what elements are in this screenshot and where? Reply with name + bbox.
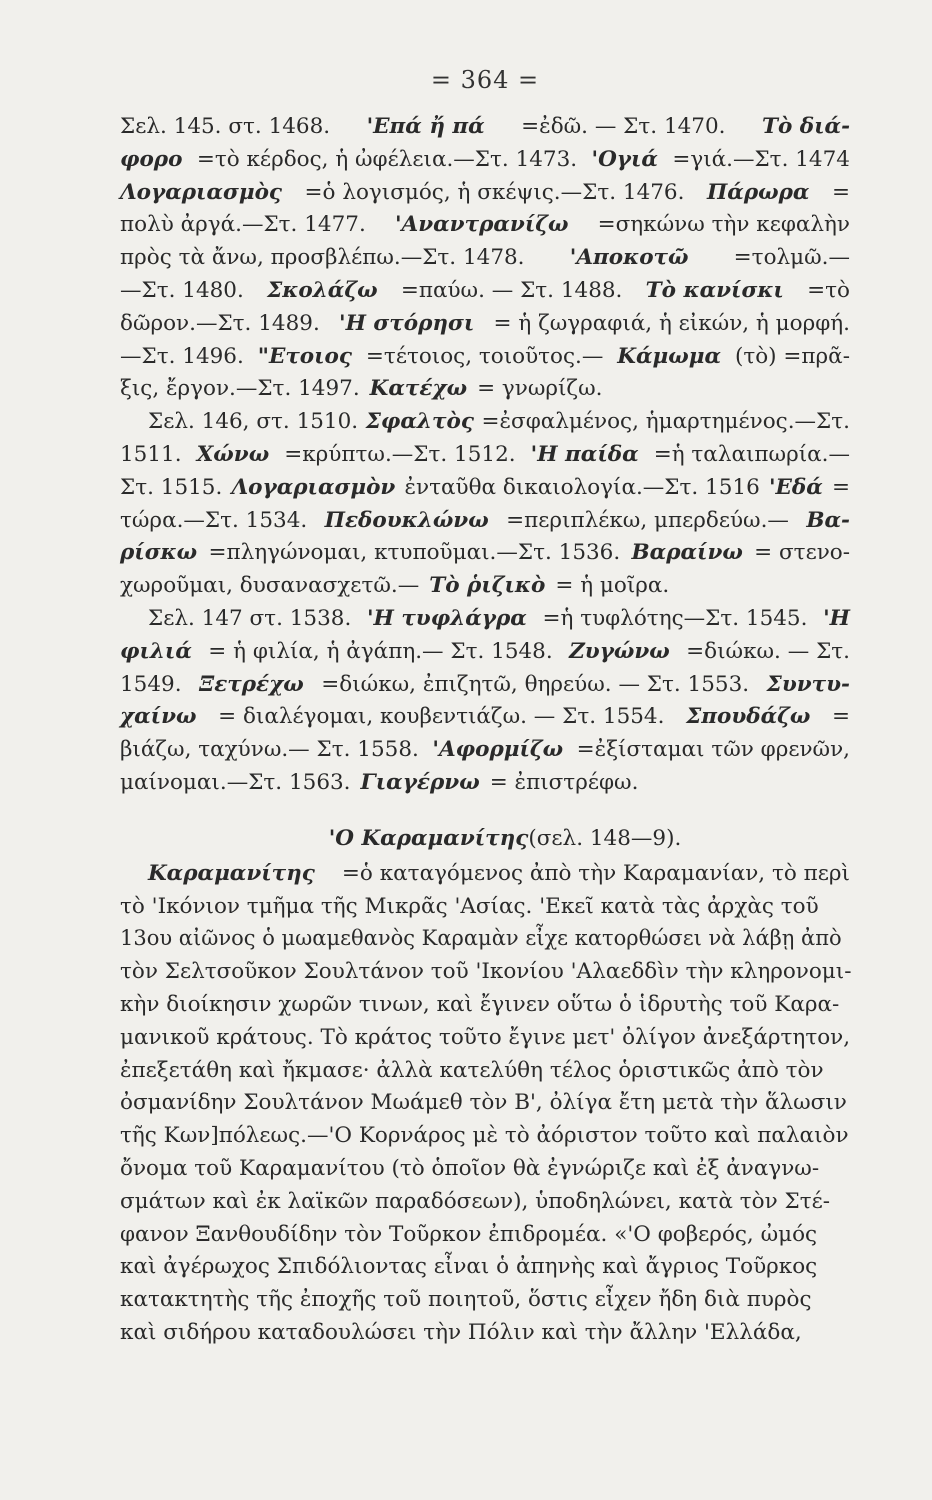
glossary-term: 'Επά ἤ πά [366,114,485,139]
text-segment: Σελ. 146, στ. 1510. [148,409,359,435]
text-segment: =ἐδῶ. — Στ. 1470. [521,114,726,139]
text-line [120,737,850,770]
glossary-term: 'Εδά [768,474,823,500]
text-line [120,1156,850,1189]
text-line [120,926,850,959]
text-segment: Σελ. 145. στ. 1468. [120,114,331,139]
book-page [120,60,850,1460]
text-line [120,1222,850,1255]
section-spacer [120,803,850,813]
text-segment: τῆς Κων]πόλεως.—'Ο Κορνάρος μὲ τὸ ἀόριστον τοῦτο καὶ παλαιὸν [120,1123,849,1149]
glossary-term: 'Αφορμίζω [432,737,564,763]
glossary-term: 'Αναντρανίζω [394,212,569,238]
text-line [120,894,850,927]
text-segment: = γνωρίζω. [477,376,603,402]
glossary-term: Ζυγώνω [569,638,670,664]
text-segment: καὶ ἀγέρωχος Σπιδόλιοντας εἶναι ὁ ἀπηνὴς καὶ ἄγριος Τοῦρκος [120,1254,818,1280]
glossary-section-2 [120,409,850,606]
text-segment: = ἐπιστρέφω. [489,769,639,795]
text-line [120,180,850,213]
text-segment: πολὺ ἀργά.—Στ. 1477. [120,212,366,238]
glossary-term: Σπουδάζω [686,704,811,730]
text-line [120,114,850,147]
text-segment: δῶρον.—Στ. 1489. [120,310,320,336]
text-line [120,770,850,803]
text-segment: χωροῦμαι, δυσανασχετῶ.— [120,573,420,599]
text-line [120,508,850,541]
glossary-term: Λογαριασμὸς [120,179,283,205]
text-segment: 1549. [120,671,182,697]
text-segment: σμάτων καὶ ἐκ λαϊκῶν παραδόσεων), ὑποδηλώνει, κατὰ τὸν Στέ- [120,1188,831,1214]
text-line [120,861,850,894]
commentary-paragraph [120,861,850,1353]
glossary-term: 'Η τυφλάγρα [366,605,527,631]
text-line [120,1320,850,1353]
text-line [120,409,850,442]
glossary-term: 'Ογιά [591,146,658,172]
text-segment: ὄνομα τοῦ Καραμανίτου (τὸ ὁποῖον θὰ ἐγνώριζε καὶ ἐξ ἀναγνω- [120,1155,820,1181]
text-segment: = [831,474,850,500]
text-segment: βιάζω, ταχύνω.— Στ. 1558. [120,737,419,763]
text-segment: μαίνομαι.—Στ. 1563. [120,769,351,795]
text-segment: =διώκω, ἐπιζητῶ, θηρεύω. — Στ. 1553. [321,671,750,697]
glossary-term: 'Η στόρησι [339,310,475,336]
text-line [120,1189,850,1222]
glossary-term: 'Η [823,605,850,631]
text-line [120,540,850,573]
glossary-term: "Ετοιος [257,343,352,369]
text-segment: καὶ σιδήρου καταδουλώσει τὴν Πόλιν καὶ τὴν ἄλλην 'Ελλάδα, [120,1319,802,1345]
text-segment: = [831,179,850,205]
text-segment: μανικοῦ κράτους. Τὸ κράτος τοῦτο ἔγινε μετ' ὀλίγον ἀνεξάρτητον, [120,1024,851,1050]
section-heading [120,813,850,851]
text-segment: Στ. 1515. [120,474,223,500]
text-segment: πρὸς τὰ ἄνω, προσβλέπω.—Στ. 1478. [120,245,525,271]
text-segment: =τέτοιος, τοιοῦτος.— [365,343,604,369]
text-segment: = διαλέγομαι, κουβεντιάζω. — Στ. 1554. [218,704,665,730]
text-segment: =τὸ κέρδος, ἡ ὠφέλεια.—Στ. 1473. [196,146,578,172]
heading-reference: (σελ. 148—9). [528,825,682,851]
text-line [120,475,850,508]
text-segment: ἐνταῦθα δικαιολογία.—Στ. 1516 [404,474,760,500]
text-segment: = ἡ μοῖρα. [555,573,670,599]
text-line [120,311,850,344]
text-segment: =κρύπτω.—Στ. 1512. [284,441,516,467]
glossary-term: Γιαγέρνω [360,769,480,795]
glossary-term: 'Αποκοτῶ [569,245,689,271]
text-line [120,1090,850,1123]
text-segment: =ἐξίσταμαι τῶν φρενῶν, [576,737,850,763]
glossary-term: ρίσκω [120,540,198,566]
text-segment: 1511. [120,441,182,467]
text-line [120,245,850,278]
text-segment: τὸν Σελτσοῦκον Σουλτάνον τοῦ 'Ικονίου 'Αλαεδδὶν τὴν κληρονομι- [120,959,852,985]
section-spacer [120,851,850,861]
text-line [120,1058,850,1091]
text-segment: =τολμῶ.— [733,245,850,271]
text-line [120,442,850,475]
glossary-term: Τὸ ῥιζικὸ [429,573,546,599]
text-segment: τώρα.—Στ. 1534. [120,507,308,533]
glossary-section-1 [120,114,850,409]
text-line [120,147,850,180]
glossary-term: Συντυ- [766,671,850,697]
text-segment: κατακτητὴς τῆς ἐποχῆς τοῦ ποιητοῦ, ὅστις εἶχεν ἤδη διὰ πυρὸς [120,1287,812,1313]
text-segment: τὸ 'Ικόνιον τμῆμα τῆς Μικρᾶς 'Ασίας. 'Εκεῖ κατὰ τὰς ἀρχὰς τοῦ [120,893,819,919]
text-line [120,573,850,606]
text-segment: =ἐσφαλμένος, ἡμαρτημένος.—Στ. [481,409,850,435]
text-segment: =σηκώνω τὴν κεφαλὴν [597,212,850,238]
text-segment: = [831,704,850,730]
glossary-term: Λογαριασμὸν [231,474,396,500]
text-segment: =ἡ ταλαιπωρία.— [653,441,850,467]
glossary-term: Χώνω [196,441,270,467]
glossary-term: χαίνω [120,704,197,730]
text-line [120,1025,850,1058]
text-segment: =τὸ [807,277,850,303]
text-segment: —Στ. 1480. [120,277,244,303]
text-segment: =ἡ τυφλότης—Στ. 1545. [542,605,808,631]
text-segment: =παύω. — Στ. 1488. [400,277,623,303]
glossary-term: Πεδουκλώνω [324,507,489,533]
glossary-term: φορο [120,146,183,172]
glossary-term: Κάμωμα [617,343,722,369]
text-segment: =ὁ λογισμός, ἡ σκέψις.—Στ. 1476. [304,179,685,205]
text-line [120,212,850,245]
glossary-term: Κατέχω [369,376,468,402]
text-segment: = ἡ φιλία, ἡ ἀγάπη.— Στ. 1548. [208,638,553,664]
glossary-term: Σκολάζω [267,277,378,303]
glossary-term: Ξετρέχω [199,671,304,697]
glossary-term: Βαραίνω [631,540,743,566]
text-segment: =διώκω. — Στ. [686,638,850,664]
text-segment: (τὸ) =πρᾶ- [734,343,850,369]
text-segment: 13ου αἰῶνος ὁ μωαμεθανὸς Καραμὰν εἶχε κατορθώσει νὰ λάβῃ ἀπὸ [120,926,842,951]
text-line [120,1123,850,1156]
glossary-term: Τὸ διά- [761,114,850,139]
glossary-term: Καραμανίτης [148,860,315,886]
text-segment: κὴν διοίκησιν χωρῶν τινων, καὶ ἔγινεν οὕτω ὁ ἱδρυτὴς τοῦ Καρα- [120,991,840,1017]
text-line [120,959,850,992]
text-segment: —Στ. 1496. [120,343,244,369]
glossary-term: Τὸ κανίσκι [645,277,784,303]
page-number: = 364 = [430,66,540,94]
text-line [120,1287,850,1320]
text-line [120,1254,850,1287]
text-line [120,606,850,639]
glossary-term: Πάρωρα [706,179,810,205]
text-segment: ὀσμανίδην Σουλτάνον Μωάμεθ τὸν Β', ὀλίγα ἔτη μετὰ τὴν ἅλωσιν [120,1090,847,1116]
text-line [120,639,850,672]
text-segment: = στενο- [754,540,850,566]
text-line [120,992,850,1025]
text-segment: ξις, ἔργον.—Στ. 1497. [120,376,360,402]
glossary-term: Βα- [806,507,850,533]
text-segment: ἐπεξετάθη καὶ ἤκμασε· ἀλλὰ κατελύθη τέλος ὁριστικῶς ἀπὸ τὸν [120,1057,824,1083]
glossary-term: φιλιά [120,638,192,664]
text-line [120,278,850,311]
text-segment: = ἡ ζωγραφιά, ἡ εἰκών, ἡ μορφή. [493,310,850,336]
glossary-term: Σφαλτὸς [365,409,474,435]
glossary-term: 'Η παίδα [530,441,639,467]
text-line [120,704,850,737]
text-segment: =πληγώνομαι, κτυποῦμαι.—Στ. 1536. [208,540,621,566]
text-line [120,376,850,409]
heading-term: 'Ο Καραμανίτης [328,825,529,851]
text-segment: =ὁ καταγόμενος ἀπὸ τὴν Καραμανίαν, τὸ περὶ [341,860,850,886]
text-line [120,672,850,705]
glossary-section-3 [120,606,850,803]
text-segment: =περιπλέκω, μπερδεύω.— [506,507,789,533]
text-segment: φανον Ξανθουδίδην τὸν Τοῦρκον ἐπιδρομέα. «'Ο φοβερός, ὠμός [120,1221,818,1247]
text-segment: Σελ. 147 στ. 1538. [148,605,352,631]
text-segment: =γιά.—Στ. 1474 [672,146,850,172]
text-line [120,344,850,377]
